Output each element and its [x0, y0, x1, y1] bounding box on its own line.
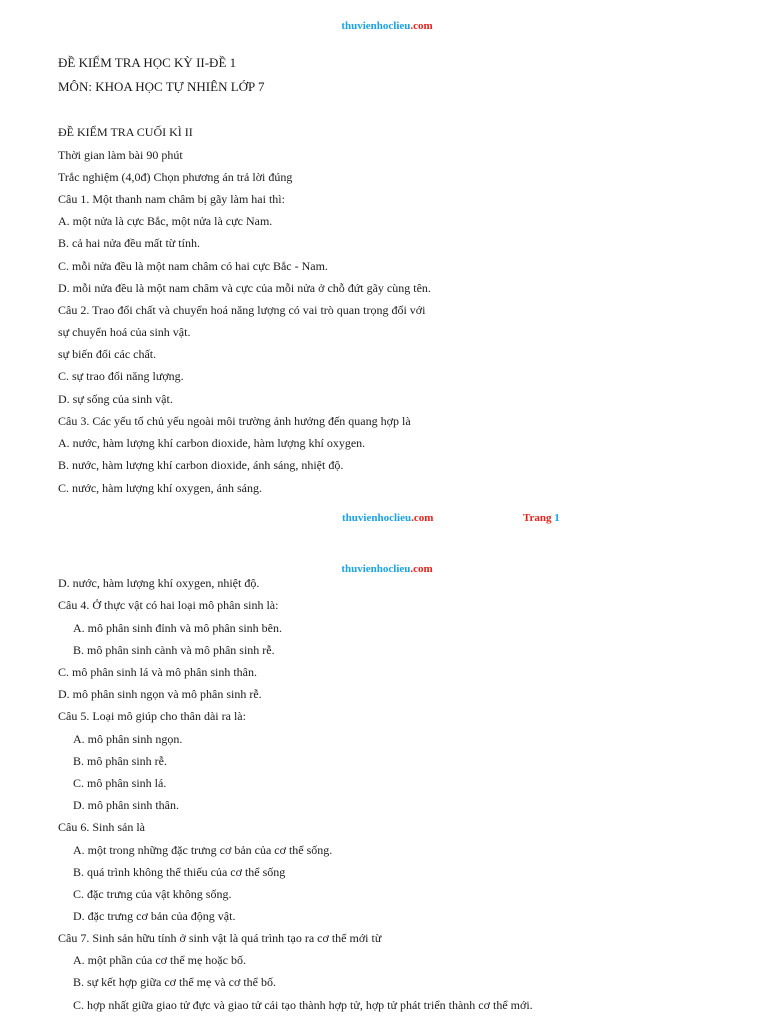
text-line: Thời gian làm bài 90 phút	[58, 148, 183, 162]
text-line: C. mô phân sinh lá và mô phân sinh thân.	[58, 665, 257, 679]
brand-domain: .com	[411, 512, 434, 524]
text-line: B. mô phân sinh rễ.	[73, 754, 167, 768]
text-line: D. sự sống của sinh vật.	[58, 392, 173, 406]
page-footer-brand	[342, 512, 433, 524]
text-line: sự biến đổi các chất.	[58, 347, 157, 361]
text-line: Câu 4. Ở thực vật có hai loại mô phân sinh là:	[58, 598, 279, 612]
text-line: A. một nửa là cực Bắc, một nửa là cực Nam.	[58, 214, 273, 228]
text-line: B. quá trình không thể thiếu của cơ thể sống	[73, 865, 286, 879]
page-2-header-brand	[0, 563, 768, 575]
text-line: C. đặc trưng của vật không sống.	[73, 887, 232, 901]
text-line: C. sự trao đổi năng lượng.	[58, 369, 184, 383]
text-line: A. nước, hàm lượng khí carbon dioxide, hàm lượng khí oxygen.	[58, 436, 366, 450]
text-line: B. nước, hàm lượng khí carbon dioxide, ánh sáng, nhiệt độ.	[58, 458, 344, 472]
text-line: ĐỀ KIỂM TRA CUỐI KÌ II	[58, 125, 193, 139]
text-line: A. một phần của cơ thể mẹ hoặc bố.	[73, 953, 246, 967]
text-line: MÔN: KHOA HỌC TỰ NHIÊN LỚP 7	[58, 79, 265, 94]
text-line: sự chuyển hoá của sinh vật.	[58, 325, 191, 339]
text-line: D. đặc trưng cơ bản của động vật.	[73, 909, 236, 923]
brand-domain: .com	[410, 563, 433, 575]
page-number	[523, 512, 560, 524]
text-line: Câu 3. Các yếu tố chủ yếu ngoài môi trường ảnh hưởng đến quang hợp là	[58, 414, 411, 428]
text-line: Trắc nghiệm (4,0đ) Chọn phương án trả lời đúng	[58, 170, 293, 184]
text-line: D. mô phân sinh ngọn và mô phân sinh rễ.	[58, 687, 262, 701]
page-number-value: 1	[554, 512, 560, 524]
text-line: Câu 6. Sinh sản là	[58, 820, 145, 834]
text-line: B. mô phân sinh cành và mô phân sinh rễ.	[73, 643, 275, 657]
text-line: Câu 5. Loại mô giúp cho thân dài ra là:	[58, 709, 246, 723]
brand-domain: .com	[410, 20, 433, 32]
text-line: Câu 7. Sinh sản hữu tính ở sinh vật là quá trình tạo ra cơ thể mới từ	[58, 931, 382, 945]
text-line: D. mỗi nửa đều là một nam châm và cực của mỗi nửa ở chỗ đứt gãy cùng tên.	[58, 281, 431, 295]
text-line: A. mô phân sinh ngọn.	[73, 732, 183, 746]
text-line: A. một trong những đặc trưng cơ bản của cơ thể sống.	[73, 843, 333, 857]
text-line: B. cả hai nửa đều mất từ tính.	[58, 236, 200, 250]
text-line: ĐỀ KIỂM TRA HỌC KỲ II-ĐỀ 1	[58, 55, 237, 70]
text-line: C. mỗi nửa đều là một nam châm có hai cực Bắc - Nam.	[58, 259, 328, 273]
brand-name: thuvienhoclieu	[342, 512, 412, 524]
text-line: Câu 1. Một thanh nam châm bị gãy làm hai thì:	[58, 192, 285, 206]
brand-name: thuvienhoclieu	[341, 20, 411, 32]
page-header-brand	[0, 20, 768, 32]
text-line: D. mô phân sinh thân.	[73, 798, 179, 812]
page-label: Trang	[523, 512, 552, 524]
text-line: C. mô phân sinh lá.	[73, 776, 167, 790]
text-line: Câu 2. Trao đổi chất và chuyển hoá năng lượng có vai trò quan trọng đối với	[58, 303, 426, 317]
brand-name: thuvienhoclieu	[341, 563, 411, 575]
text-line: C. hợp nhất giữa giao tử đực và giao tử cái tạo thành hợp tử, hợp tử phát triển thành cơ thể mới.	[73, 998, 533, 1012]
text-line: C. nước, hàm lượng khí oxygen, ánh sáng.	[58, 481, 263, 495]
text-line: D. nước, hàm lượng khí oxygen, nhiệt độ.	[58, 576, 260, 590]
text-line: B. sự kết hợp giữa cơ thể mẹ và cơ thể bố.	[73, 975, 276, 989]
text-line: A. mô phân sinh đỉnh và mô phân sinh bên.	[73, 621, 282, 635]
